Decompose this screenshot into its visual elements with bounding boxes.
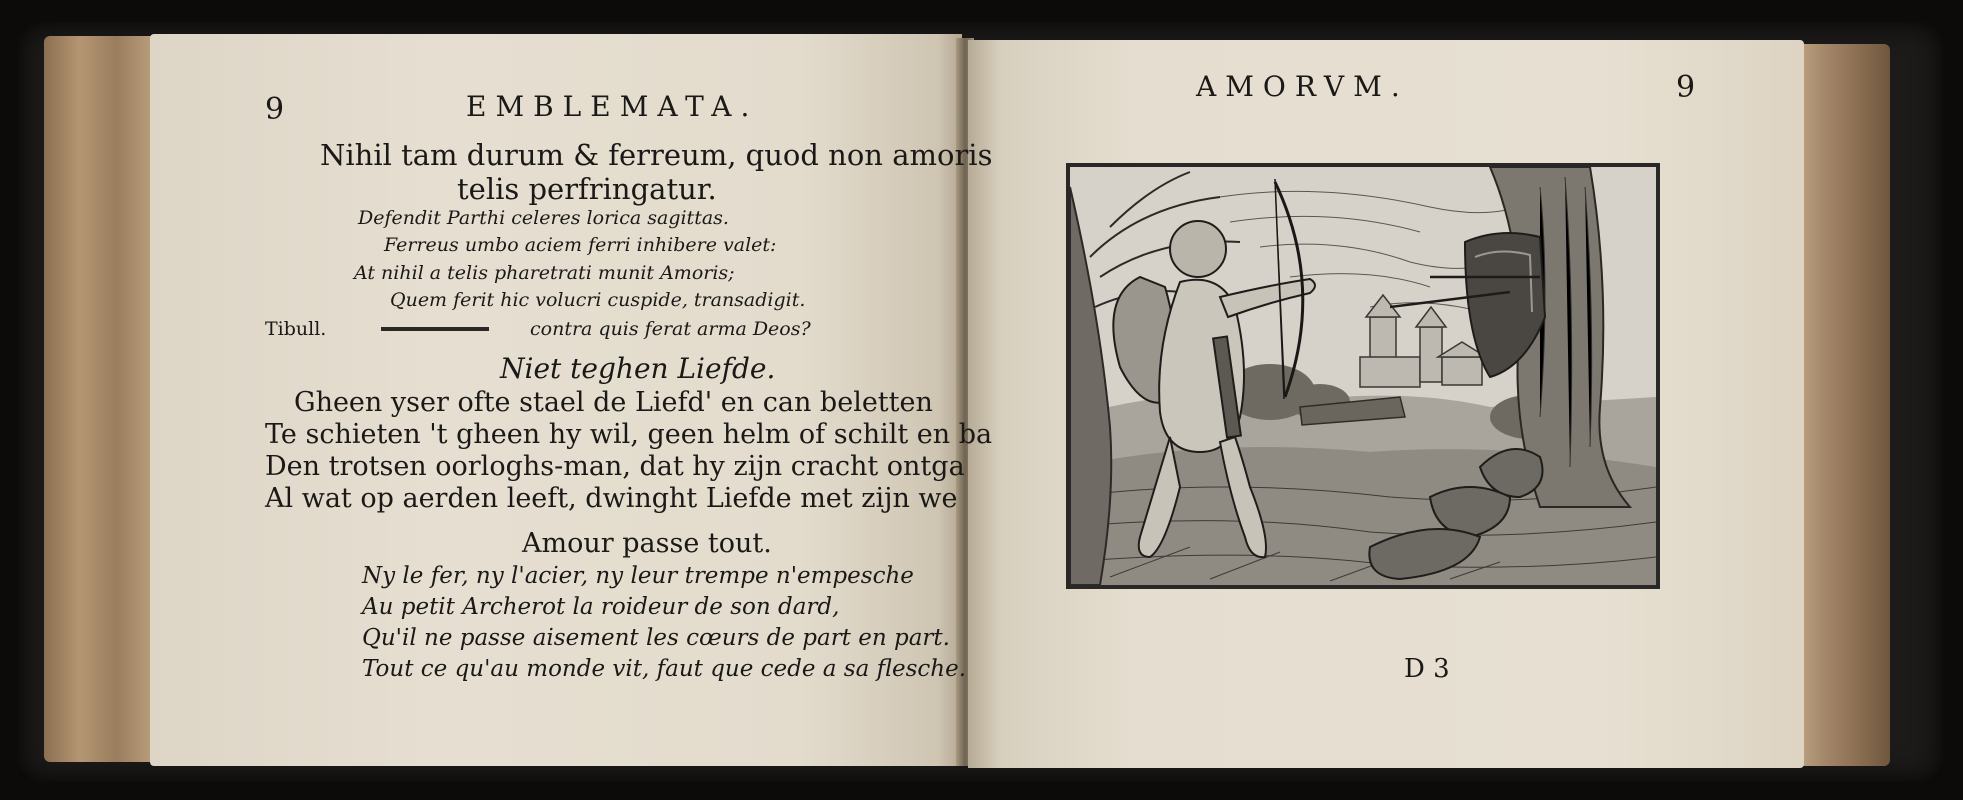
left-page-number: 9 xyxy=(265,92,285,127)
french-verse-line-4: Tout ce qu'au monde vit, faut que cede a sa flesche. xyxy=(362,656,967,682)
signature-mark: D 3 xyxy=(1404,654,1450,684)
right-running-head: AMORVM. xyxy=(1196,70,1409,103)
french-verse-line-3: Qu'il ne passe aisement les cœurs de part en part. xyxy=(362,625,950,651)
dutch-verse-line-3: Den trotsen oorloghs-man, dat hy zijn cracht ontga xyxy=(265,451,965,482)
left-running-head: EMBLEMATA. xyxy=(466,90,759,123)
right-page-edges xyxy=(1790,44,1890,766)
latin-verse-line-1: Defendit Parthi celeres lorica sagittas. xyxy=(358,207,729,229)
french-title: Amour passe tout. xyxy=(522,528,772,559)
french-verse-line-2: Au petit Archerot la roideur de son dard, xyxy=(362,594,840,620)
latin-motto-line-1: Nihil tam durum & ferreum, quod non amoris xyxy=(320,138,993,172)
dutch-verse-line-1: Gheen yser ofte stael de Liefd' en can beletten xyxy=(294,387,933,418)
latin-verse-line-3: At nihil a telis pharetrati munit Amoris; xyxy=(354,262,735,284)
citation-author: Tibull. xyxy=(265,318,327,340)
left-page-edges xyxy=(44,36,164,762)
latin-verse-line-2: Ferreus umbo aciem ferri inhibere valet: xyxy=(384,234,777,256)
latin-verse-line-4: Quem ferit hic volucri cuspide, transadigit. xyxy=(390,289,806,311)
dutch-title: Niet teghen Liefde. xyxy=(500,352,776,385)
cupid-archer-illustration xyxy=(1070,167,1656,585)
dutch-verse-line-2: Te schieten 't gheen hy wil, geen helm of schilt en ba xyxy=(265,419,993,450)
citation-verse: contra quis ferat arma Deos? xyxy=(530,318,811,340)
latin-motto-line-2: telis perfringatur. xyxy=(457,172,717,206)
french-verse-line-1: Ny le fer, ny l'acier, ny leur trempe n'empesche xyxy=(362,563,914,589)
citation-rule xyxy=(381,327,489,331)
right-page-number: 9 xyxy=(1676,70,1696,105)
dutch-verse-line-4: Al wat op aerden leeft, dwinght Liefde met zijn we xyxy=(265,483,958,514)
emblem-engraving xyxy=(1066,163,1660,589)
